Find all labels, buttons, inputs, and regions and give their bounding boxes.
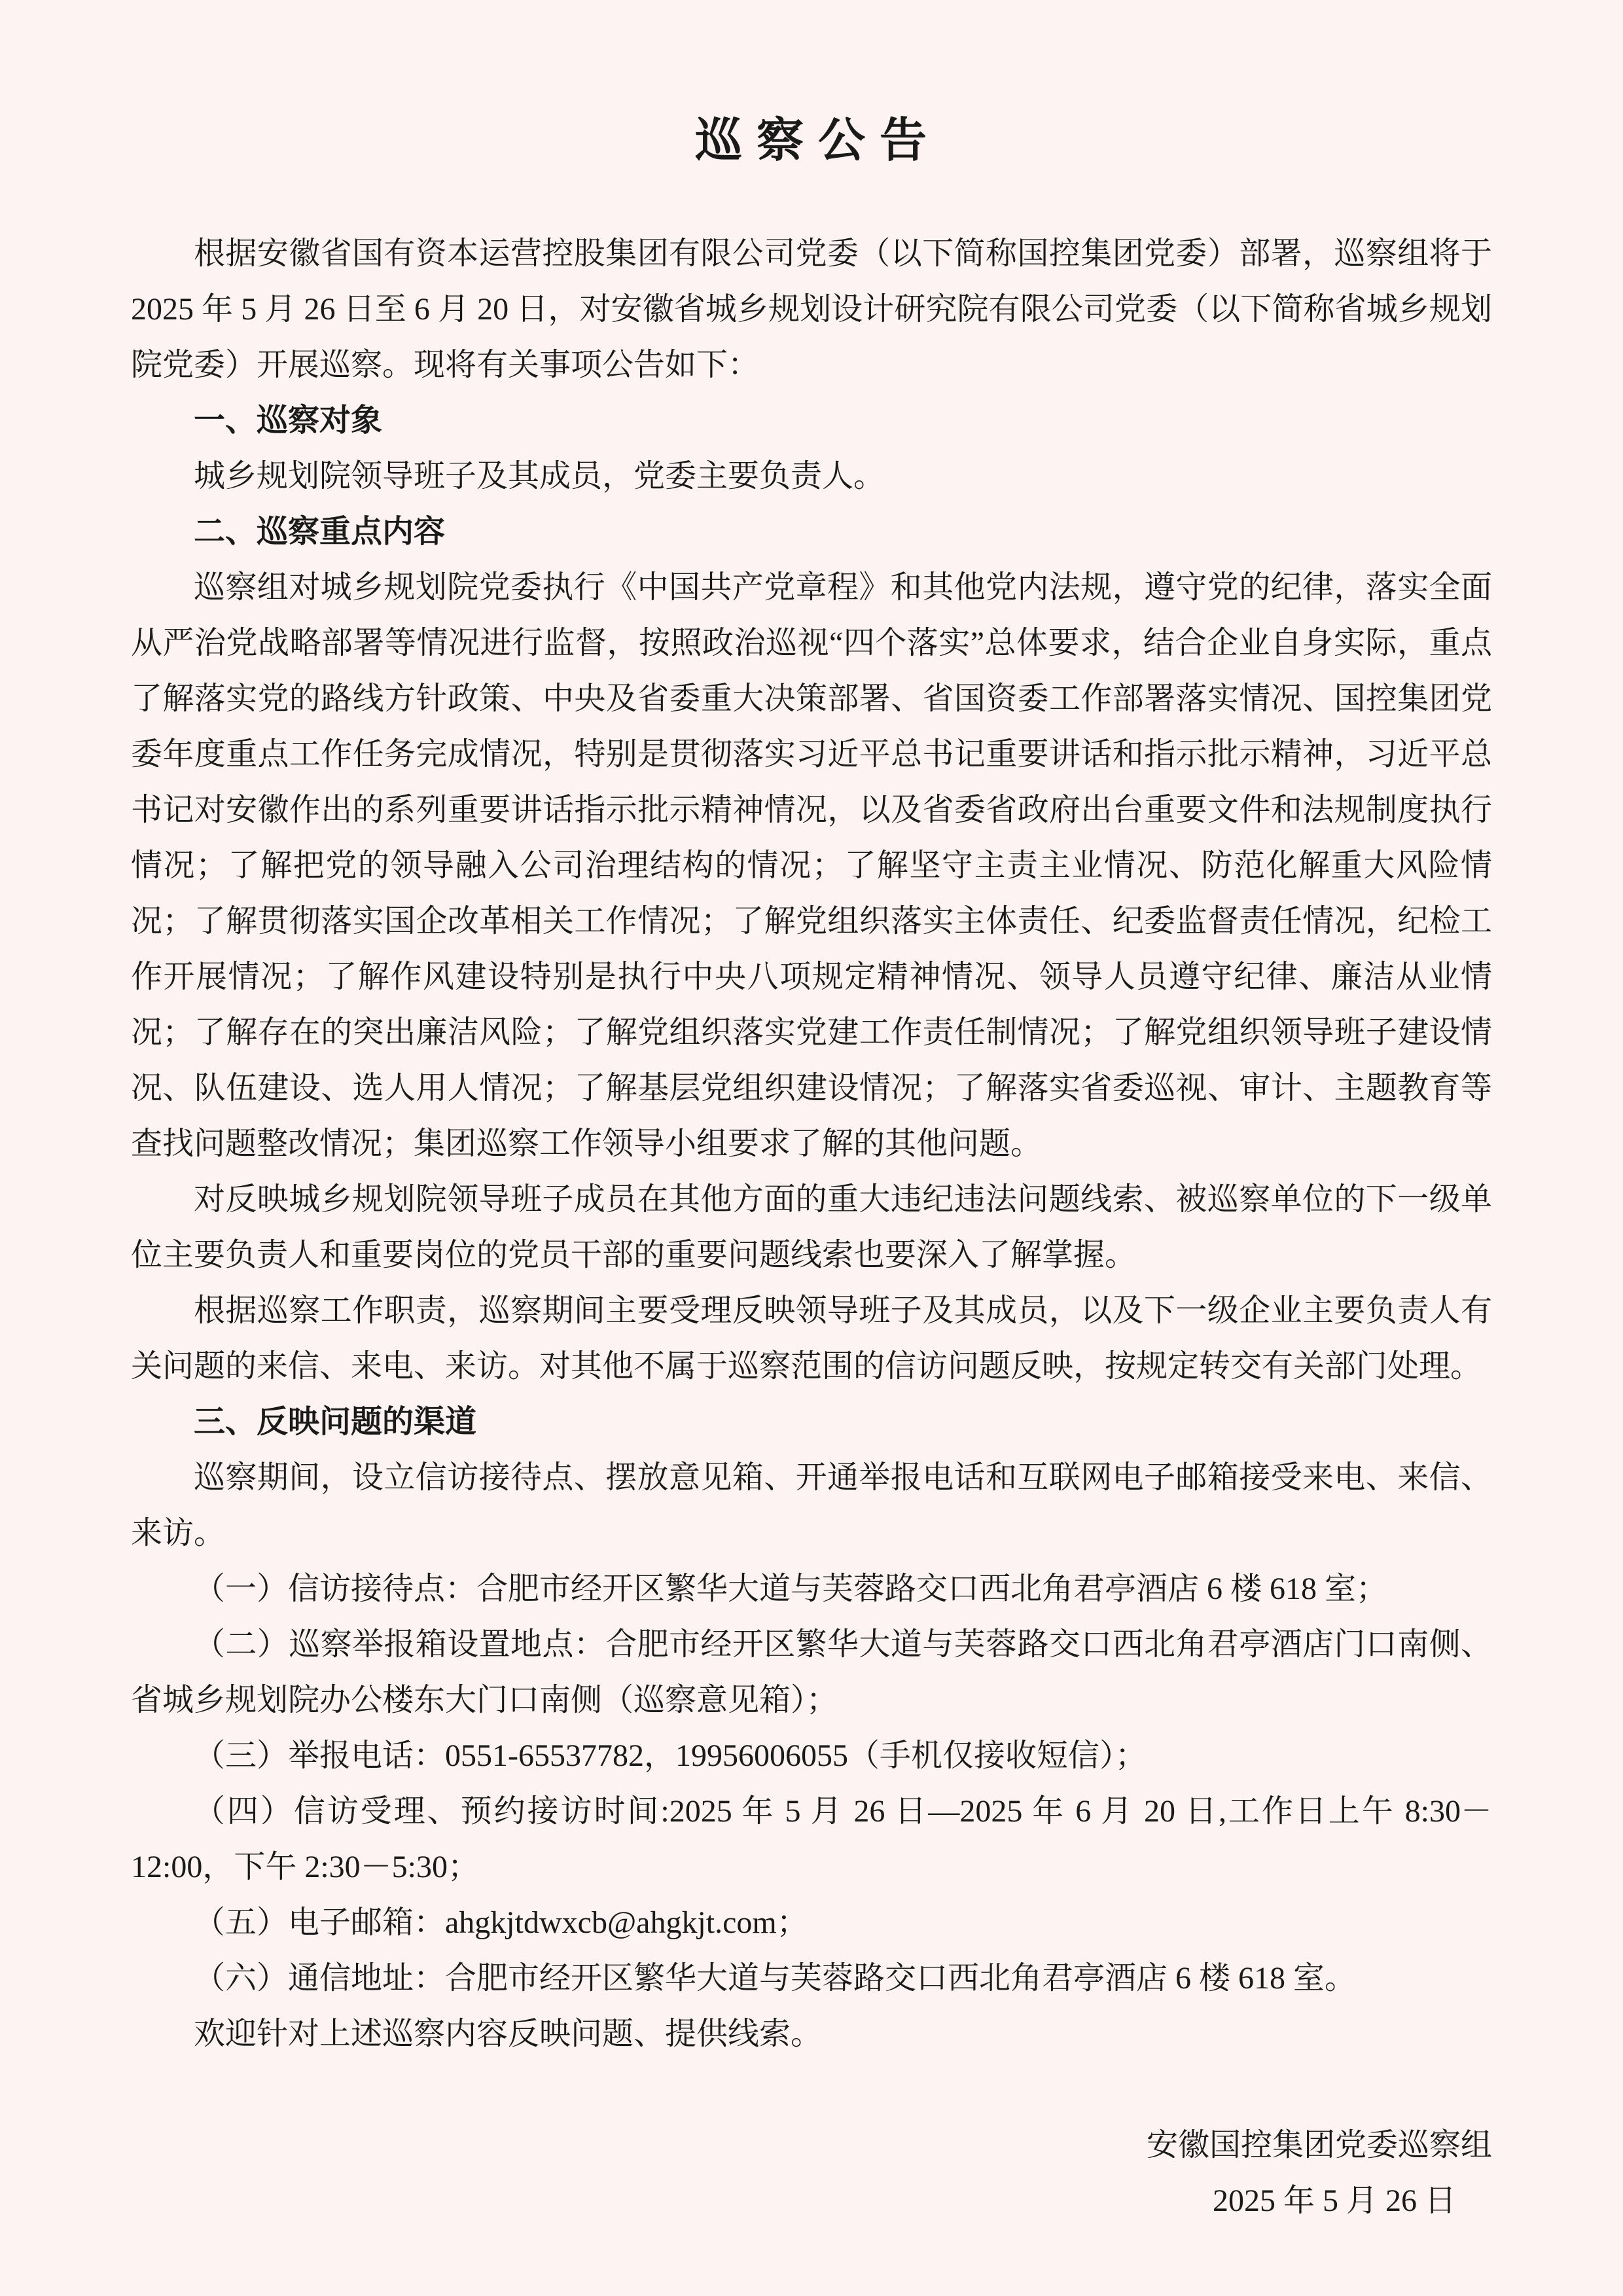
item-mailing-address: （六）通信地址：合肥市经开区繁华大道与芙蓉路交口西北角君亭酒店 6 楼 618 室。 [194,1961,1357,1996]
paragraph-clues: 对反映城乡规划院领导班子成员在其他方面的重大违纪违法问题线索、被巡察单位的下一级单位主要负责人和重要岗位的党员干部的重要问题线索也要深入了解掌握。 [131,1182,1492,1272]
section-heading-focus: 二、巡察重点内容 [194,514,446,549]
paragraph-scope: 根据巡察工作职责，巡察期间主要受理反映领导班子及其成员，以及下一级企业主要负责人有关问题的来信、来电、来访。对其他不属于巡察范围的信访问题反映，按规定转交有关部门处理。 [131,1293,1492,1384]
paragraph-intro: 根据安徽省国有资本运营控股集团有限公司党委（以下简称国控集团党委）部署，巡察组将于 2025 年 5 月 26 日至 6 月 20 日，对安徽省城乡规划设计研究院有限公司党委（以下简称省城乡规划院党委）开展巡察。现将有关事项公告如下： [131,236,1492,382]
paragraph-focus-details: 巡察组对城乡规划院党委执行《中国共产党章程》和其他党内法规，遵守党的纪律，落实全面从严治党战略部署等情况进行监督，按照政治巡视“四个落实”总体要求，结合企业自身实际，重点了解落实党的路线方针政策、中央及省委重大决策部署、省国资委工作部署落实情况、国控集团党委年度重点工作任务完成情况，特别是贯彻落实习近平总书记重要讲话和指示批示精神，习近平总书记对安徽作出的系列重要讲话指示批示精神情况，以及省委省政府出台重要文件和法规制度执行情况；了解把党的领导融入公司治理结构的情况；了解坚守主责主业情况、防范化解重大风险情况；了解贯彻落实国企改革相关工作情况；了解党组织落实主体责任、纪委监督责任情况，纪检工作开展情况；了解作风建设特别是执行中央八项规定精神情况、领导人员遵守纪律、廉洁从业情况；了解存在的突出廉洁风险；了解党组织落实党建工作责任制情况；了解党组织领导班子建设情况、队伍建设、选人用人情况；了解基层党组织建设情况；了解落实省委巡视、审计、主题教育等查找问题整改情况；集团巡察工作领导小组要求了解的其他问题。 [131,570,1492,1161]
paragraph-closing: 欢迎针对上述巡察内容反映问题、提供线索。 [194,2017,823,2051]
document-title: 巡 察 公 告 [694,115,928,167]
item-visiting-hours: （四）信访受理、预约接访时间:2025 年 5 月 26 日—2025 年 6 月 20 日,工作日上午 8:30－12:00，下午 2:30－5:30； [131,1794,1492,1884]
paragraph-channels-intro: 巡察期间，设立信访接待点、摆放意见箱、开通举报电话和互联网电子邮箱接受来电、来信、来访。 [131,1460,1492,1551]
item-reception-point: （一）信访接待点：合肥市经开区繁华大道与芙蓉路交口西北角君亭酒店 6 楼 618 室； [194,1571,1388,1606]
paragraph-targets: 城乡规划院领导班子及其成员，党委主要负责人。 [194,459,885,493]
section-heading-targets: 一、巡察对象 [194,403,383,438]
section-heading-channels: 三、反映问题的渠道 [194,1405,477,1439]
signature-date: 2025 年 5 月 26 日 [1212,2183,1456,2218]
item-email: （五）电子邮箱：ahgkjtdwxcb@ahgkjt.com； [194,1905,808,1940]
signature-organization: 安徽国控集团党委巡察组 [1146,2128,1492,2162]
item-hotline: （三）举报电话：0551-65537782，19956006055（手机仅接收短信）； [194,1738,1147,1773]
signature-block [131,2117,1492,2229]
item-report-box: （二）巡察举报箱设置地点：合肥市经开区繁华大道与芙蓉路交口西北角君亭酒店门口南侧、省城乡规划院办公楼东大门口南侧（巡察意见箱）； [131,1627,1492,1717]
